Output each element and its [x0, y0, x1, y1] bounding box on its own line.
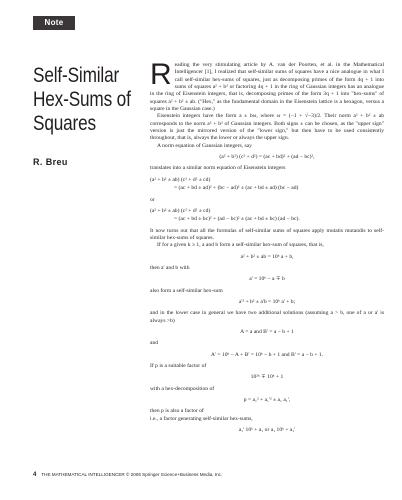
equation: a'² + b² ± a'b = 10ᵏ a' + b; — [238, 298, 296, 305]
equation: (a² + b²) (c² + d²) = (ac + bd)² + (ad − bc)², — [219, 154, 315, 161]
paragraph: and in the lower case in general we have two additional solutions (assuming a > b, one of a or a' is always >b) — [150, 310, 384, 324]
title-line-1: Self-Similar — [33, 64, 120, 87]
equation: (a² + b² ± ab) (c² + d² ± cd) — [150, 207, 211, 214]
page-number: 4 — [33, 472, 37, 478]
paragraph: also form a self-similar hex-sum — [150, 287, 223, 294]
author-name: R. Breu — [33, 157, 68, 167]
note-label: Note — [33, 16, 75, 30]
drop-cap: R — [150, 58, 172, 91]
equation: a' = 10ᵏ − a ∓ b — [249, 276, 285, 283]
intro-text: eading the very stimulating article by A. van der Poorten, et al. in the Mathematical Intelligencer [1], I realized that self-similar sums of squares have a nice analogue in what I call self-similar hex-sums of squares, just as decomposing primes of the form 4q + 1 into sums of squares a² + b² or factoring 4q + 1 in the ring of Gaussian integers has an analogue in the ring of Eisenstein integers, that is, decomposing primes of the form 3q + 1 into "hex-sums" of squares a² + b² ± ab. ("Hex," as the fundamental domain in the Eisenstein lattice is a hexagon, versus a square in the Gaussian case.) — [150, 62, 384, 113]
paragraph: or — [150, 196, 155, 203]
title-line-3: Squares — [33, 112, 96, 135]
title-line-2: Hex-Sums of — [33, 88, 131, 111]
paragraph: A norm equation of Gaussian integers, say — [157, 142, 252, 149]
article-title — [33, 64, 131, 136]
equation: a² + b² ± ab = 10ᵏ a + b, — [240, 253, 294, 260]
journal-credit: THE MATHEMATICAL INTELLIGENCER © 2006 Springer Science+Business Media, Inc. — [41, 472, 223, 477]
paragraph: then p is also a factor of — [150, 408, 204, 415]
equation: (a² + b² ± ab) (c² + d² ± cd) — [150, 176, 211, 183]
equation: = (ac + bd ± ad)² + (bc − ad)² ± (ac + bd ± ad) (bc − ad) — [174, 185, 299, 192]
equation: A' = 10ᵏ − A + B' = 10ᵏ − b + 1 and B' = a − b + 1. — [210, 351, 324, 358]
paragraph: then a' and b with — [150, 264, 190, 271]
paragraph: If for a given k ≥ 1, a and b form a self-similar hex-sum of squares, that is, — [157, 242, 324, 249]
paragraph: It now turns out that all the formulas of self-similar sums of squares apply mutatis mutandis to self-similar hex-sums of squares. — [150, 227, 384, 241]
intro-paragraph — [150, 58, 384, 113]
equation: 10²ᵏ ∓ 10ᵏ + 1 — [250, 374, 284, 381]
article-body — [150, 58, 384, 438]
equation: a₁' 10ᵏ + a₁ or a₁ 10ᵏ + a₁' — [238, 427, 296, 434]
equation: p = a₁² + a₁'² ± a₁ a₁', — [243, 397, 291, 404]
equation: = (ac + bd ± bc)² + (ad − bc)² ± (ac + bd ± bc) (ad − bc). — [174, 216, 300, 223]
paragraph: translates into a similar norm equation of Eisenstein integers — [150, 165, 286, 172]
paragraph: i.e., a factor generating self-similar hex-sums, — [150, 415, 253, 422]
paragraph: and — [150, 340, 159, 347]
paragraph: with a hex-decomposition of — [150, 385, 215, 392]
equation: A = a and B' = a − b + 1 — [240, 328, 294, 335]
paragraph: If p is a suitable factor of — [150, 363, 207, 369]
page-footer — [33, 472, 373, 478]
paragraph: Eisenstein integers have the form a ± bω, where ω = (−1 + √−3)/2. Their norm a² + b² ± ab corresponds to the norm a² + b² of Gaussian integers. Both signs ± can be chosen, as the "upper sign" version is just the mirrored version of the "lower sign," but then have to be used consistently throughout, that is, always the lower or always the upper sign. — [150, 113, 384, 142]
